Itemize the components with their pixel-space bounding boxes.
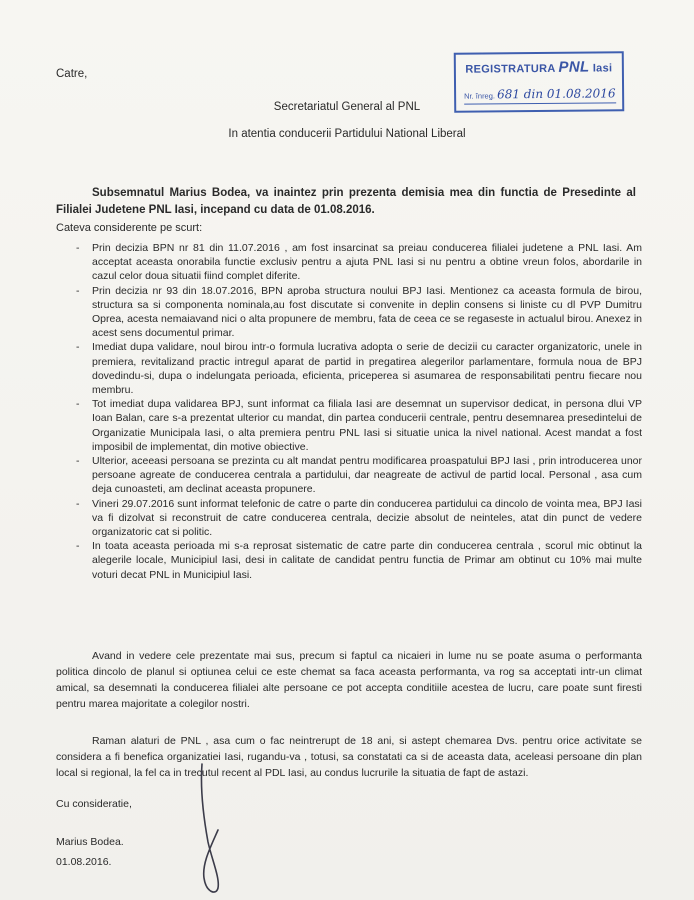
signer-name: Marius Bodea.: [56, 836, 124, 848]
list-item: - In toata aceasta perioada mi s-a reprosat sistematic de catre parte din conducerea centrala , scorul mic obtinut la alegerile locale, Municipiul Iasi, desi in calitate de candidat pentru functia de Primar am obtinut cu 10% mai multe voturi decat PNL in Municipiul Iasi.: [76, 540, 642, 581]
recipient-line-1: Secretariatul General al PNL: [273, 101, 421, 113]
list-item: - Prin decizia BPN nr 81 din 11.07.2016 , am fost insarcinat sa preiau conducerea filialei judetene a PNL Iasi. Am acceptat aceasta onorabila functie exclusiv pentru a ajuta PNL Iasi si nu pentru a obtine vreun folos, abordarile in cazul celor doua situatii fiind complet diferite.: [76, 242, 642, 283]
considerente-label: Cateva considerente pe scurt:: [56, 222, 203, 234]
list-item-text: Prin decizia BPN nr 81 din 11.07.2016 , am fost insarcinat sa preiau conducerea filialei judetene a PNL Iasi. Am acceptat aceasta onorabila functie exclusiv pentru a ajuta PNL Iasi si nu pentru a obtine vreun folos, abordarile in cazul celor doua situatii fiind complet diferite.: [92, 242, 642, 283]
list-item: - Vineri 29.07.2016 sunt informat telefonic de catre o parte din conducerea partidului ca dincolo de vointa mea, BPJ Iasi va fi dizolvat si reconstruit de catre conducerea centrala, decizie absolut de neinteles, atat din punct de vedere organizatoric cat si politic.: [76, 497, 642, 539]
handwritten-signature: [160, 760, 280, 900]
stamp-header: [456, 58, 622, 76]
considerente-list: [56, 241, 642, 582]
salutation: Catre,: [56, 68, 88, 80]
closing-salutation: Cu consideratie,: [56, 798, 132, 810]
request-paragraph: Avand in vedere cele prezentate mai sus, precum si faptul ca nicaieri in lume nu se poate asuma o performanta politica dincolo de planul si optiunea celui ce este chemat sa faca aceasta performanta, va rog sa acceptati intr-un climat amical, sa desemnati la conducerea filialei alte persoane ce pot accepta conditiile acestea de lucru, care poate sunt firesti pentru marea majoritate a colegilor nostri.: [56, 650, 642, 710]
list-item-text: Tot imediat dupa validarea BPJ, sunt informat ca filiala Iasi are desemnat un supervisor dedicat, in persona dlui VP Ioan Balan, care s-a prezentat ulterior cu mandat, din partea conducerii centrale, pentru desemnarea presedintelui de Organizatie Municipala Iasi, o alta premiera pentru PNL Iasi si situatie unica la nivel national. Acest mandat a fost imposibil de implementat, din motive obiective.: [92, 398, 642, 453]
list-item-text: Vineri 29.07.2016 sunt informat telefonic de catre o parte din conducerea partidului ca dincolo de vointa mea, BPJ Iasi va fi dizolvat si reconstruit de catre conducerea centrala, decizie absolut de neinteles, atat din punct de vedere organizatoric cat si politic.: [92, 497, 642, 539]
signer-date: 01.08.2016.: [56, 856, 112, 868]
recipient-line-2: In atentia conducerii Partidului National Liberal: [228, 128, 466, 140]
list-item: - Ulterior, aceeasi persoana se prezinta cu alt mandat pentru modificarea proaspatului BPJ Iasi , prin introducerea unor persoane agreate de conducerea centrala a partidului, dar neagreate de activul de partid local. Personal , asa cum deja cunoasteti, am declinat aceasta propunere.: [76, 455, 642, 496]
intro-paragraph: Subsemnatul Marius Bodea, va inaintez prin prezenta demisia mea din functia de Presedinte al Filialei Judetene PNL Iasi, incepand cu data de 01.08.2016.: [56, 187, 636, 216]
list-item-text: Prin decizia nr 93 din 18.07.2016, BPN aproba structura noului BPJ Iasi. Mentionez ca aceasta formula de birou, structura sa si componenta nominala,au fost discutate si convenite in deplin consens si liniste cu dl PVP Dumitru Oprea, acesta nemaiavand nici o alta propunere de membru, fata de ceea ce se regaseste in actualul birou. Anexez in acest sens documentul primar.: [92, 284, 642, 340]
stamp-reg-value: 681 din 01.08.2016: [496, 86, 616, 102]
closing-paragraph: Raman alaturi de PNL , asa cum o fac neintrerupt de 18 ani, si astept chemarea Dvs. pentru orice activitate se considera a fi benefica organizatiei Iasi, rugandu-va , totusi, sa constatati ca si de aceasta data, aceleasi persoane din plan local si regional, la fel ca in trecutul recent al PDL Iasi, au condus lucrurile la situatia de fapt de astazi.: [56, 735, 642, 779]
stamp-reg-label: Nr. înreg.: [464, 91, 496, 101]
stamp-city: Iasi: [592, 62, 613, 75]
list-item-text: Ulterior, aceeasi persoana se prezinta cu alt mandat pentru modificarea proaspatului BPJ Iasi , prin introducerea unor persoane agreate de conducerea centrala a partidului, dar neagreate de activul de partid local. Personal , asa cum deja cunoasteti, am declinat aceasta propunere.: [92, 455, 642, 496]
list-item: - Imediat dupa validare, noul birou intr-o formula lucrativa adopta o serie de decizii cu caracter organizatoric, unele in premiera, revitalizand practic intregul aparat de partid in pregatirea alegerilor parlamentare, formula noua de BPJ dovedindu-si, dupa o indelungata perioada, eficienta, priceperea si asumarea de responsabilitati pentru fiecare nou membru.: [76, 341, 642, 397]
stamp-title: REGISTRATURA: [465, 62, 556, 76]
stamp-brand: PNL: [558, 58, 590, 76]
list-item-text: In toata aceasta perioada mi s-a reprosat sistematic de catre parte din conducerea centrala , scorul mic obtinut la alegerile locale, Municipiul Iasi, desi in calitate de candidat pentru functia de Primar am obtinut cu 10% mai multe voturi decat PNL in Municipiul Iasi.: [92, 540, 642, 581]
list-item: - Tot imediat dupa validarea BPJ, sunt informat ca filiala Iasi are desemnat un supervisor dedicat, in persona dlui VP Ioan Balan, care s-a prezentat ulterior cu mandat, din partea conducerii centrale, pentru desemnarea presedintelui de Organizatie Municipala Iasi, o alta premiera pentru PNL Iasi si situatie unica la nivel national. Acest mandat a fost imposibil de implementat, din motive obiective.: [76, 398, 642, 453]
list-item-text: Imediat dupa validare, noul birou intr-o formula lucrativa adopta o serie de decizii cu caracter organizatoric, unele in premiera, revitalizand practic intregul aparat de partid in pregatirea alegerilor parlamentare, formula noua de BPJ dovedindu-si, dupa o indelungata perioada, eficienta, priceperea si asumarea de responsabilitati pentru fiecare nou membru.: [92, 341, 642, 397]
list-item: - Prin decizia nr 93 din 18.07.2016, BPN aproba structura noului BPJ Iasi. Mentionez ca aceasta formula de birou, structura sa si componenta nominala,au fost discutate si convenite in deplin consens si liniste cu dl PVP Dumitru Oprea, acesta nemaiavand nici o alta propunere de membru, fata de ceea ce se regaseste in actualul birou. Anexez in acest sens documentul primar.: [76, 284, 642, 340]
